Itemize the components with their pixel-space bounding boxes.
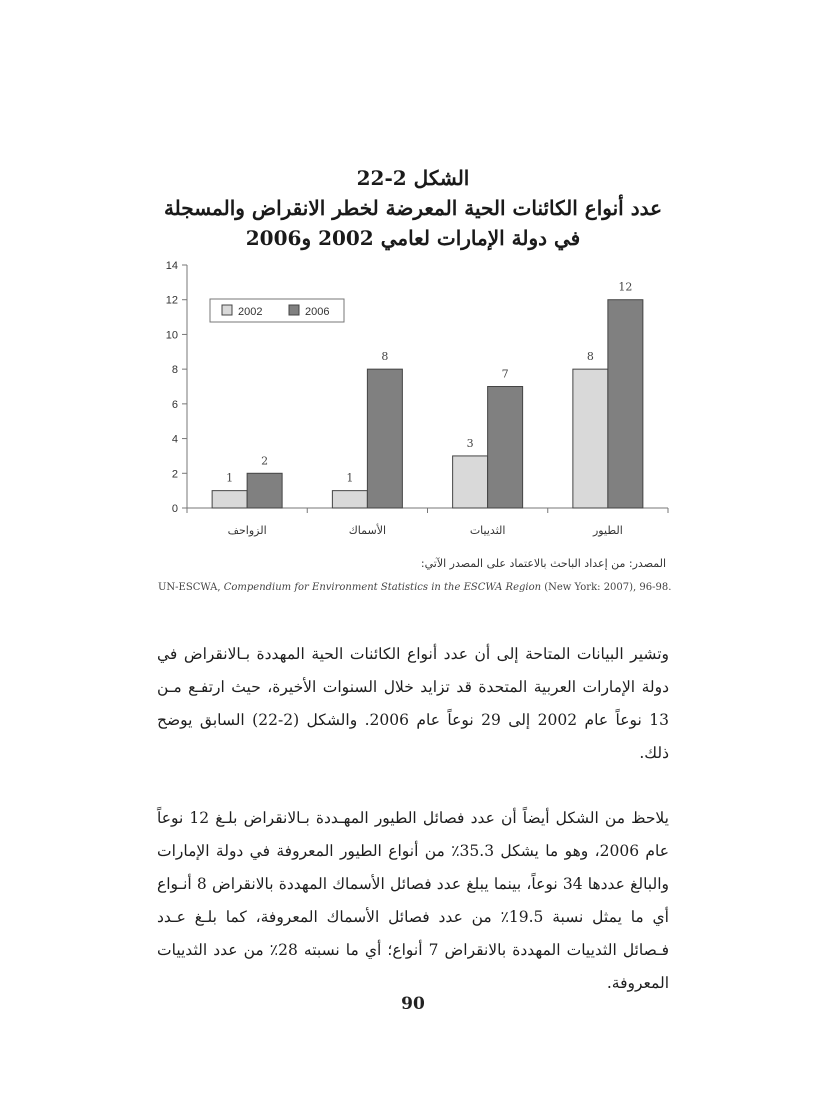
page-number: 90: [401, 994, 425, 1014]
citation-suffix: (New York: 2007), 96-98.: [541, 582, 672, 593]
body-paragraph-2: يلاحظ من الشكل أيضاً أن عدد فصائل الطيور المهـددة بـالانقراض بلـغ 12 نوعاً عام 2006، وهو ما يشكل 35.3٪ من أنواع الطيور المعروفة في دولة الإمارات والبالغ عددها 34 نوعاً، بينما يبلغ عدد فصائل الأسماك المهددة بالانقراض 8 أنـواع أي ما يمثل نسبة 19.5٪ من عدد فصائل الأسماك المعروفة، كما بلـغ عـدد فـصائل الثدييات المهددة بالانقراض 7 أنواع؛ أي ما نسبته 28٪ من عدد الثدييات المعروفة.: [157, 808, 670, 992]
bar-chart: [150, 255, 680, 545]
legend-swatch-2002: [222, 305, 232, 315]
source-label: المصدر: من إعداد الباحث بالاعتماد على المصدر الآتي:: [420, 557, 666, 570]
legend-label-2002: 2002: [238, 306, 263, 318]
legend-swatch-2006: [289, 305, 299, 315]
bar-2006-2: [488, 387, 523, 509]
y-tick-label: 6: [171, 398, 178, 411]
bar-2006-1: [367, 369, 402, 508]
y-tick-label: 2: [171, 468, 178, 481]
x-category-label: الأسماك: [348, 524, 387, 537]
y-tick-label: 4: [171, 433, 178, 446]
citation-title: Compendium for Environment Statistics in the ESCWA Region: [223, 582, 542, 593]
bar-2002-2: [453, 456, 488, 508]
data-label: 12: [618, 280, 633, 294]
figure-title-line-1: عدد أنواع الكائنات الحية المعرضة لخطر الانقراض والمسجلة: [163, 196, 663, 220]
data-label: 7: [501, 367, 509, 381]
source-citation: [158, 582, 671, 593]
figure-label: الشكل 2-22: [356, 166, 470, 190]
data-label: 1: [226, 471, 234, 485]
bar-2006-0: [247, 473, 282, 508]
data-label: 2: [261, 454, 269, 468]
data-label: 8: [381, 350, 389, 364]
bar-2002-0: [212, 491, 247, 508]
data-label: 1: [346, 471, 354, 485]
body-paragraph-1: وتشير البيانات المتاحة إلى أن عدد أنواع الكائنات الحية المهددة بـالانقراض في دولة الإمارات العربية المتحدة قد تزايد خلال السنوات الأخيرة، حيث ارتفـع مـن 13 نوعاً عام 2002 إلى 29 نوعاً عام 2006. والشكل (2-22) السابق يوضح ذلك.: [157, 644, 669, 762]
y-tick-label: 10: [165, 329, 178, 342]
bar-2002-3: [573, 369, 608, 508]
legend-label-2006: 2006: [305, 306, 330, 318]
y-tick-label: 14: [165, 260, 178, 272]
bar-2006-3: [608, 300, 643, 508]
y-tick-label: 0: [171, 503, 178, 515]
data-label: 3: [466, 436, 474, 450]
y-tick-label: 12: [165, 294, 178, 307]
x-category-label: الثدييات: [469, 524, 506, 537]
x-category-label: الطيور: [593, 524, 623, 537]
data-label: 8: [586, 350, 594, 364]
figure-title-block: [140, 163, 686, 253]
x-category-label: الزواحف: [227, 524, 267, 537]
figure-title-line-2: في دولة الإمارات لعامي 2002 و2006: [245, 226, 581, 250]
y-tick-label: 8: [171, 364, 178, 377]
bar-2002-1: [332, 491, 367, 508]
citation-prefix: UN-ESCWA,: [158, 582, 224, 593]
